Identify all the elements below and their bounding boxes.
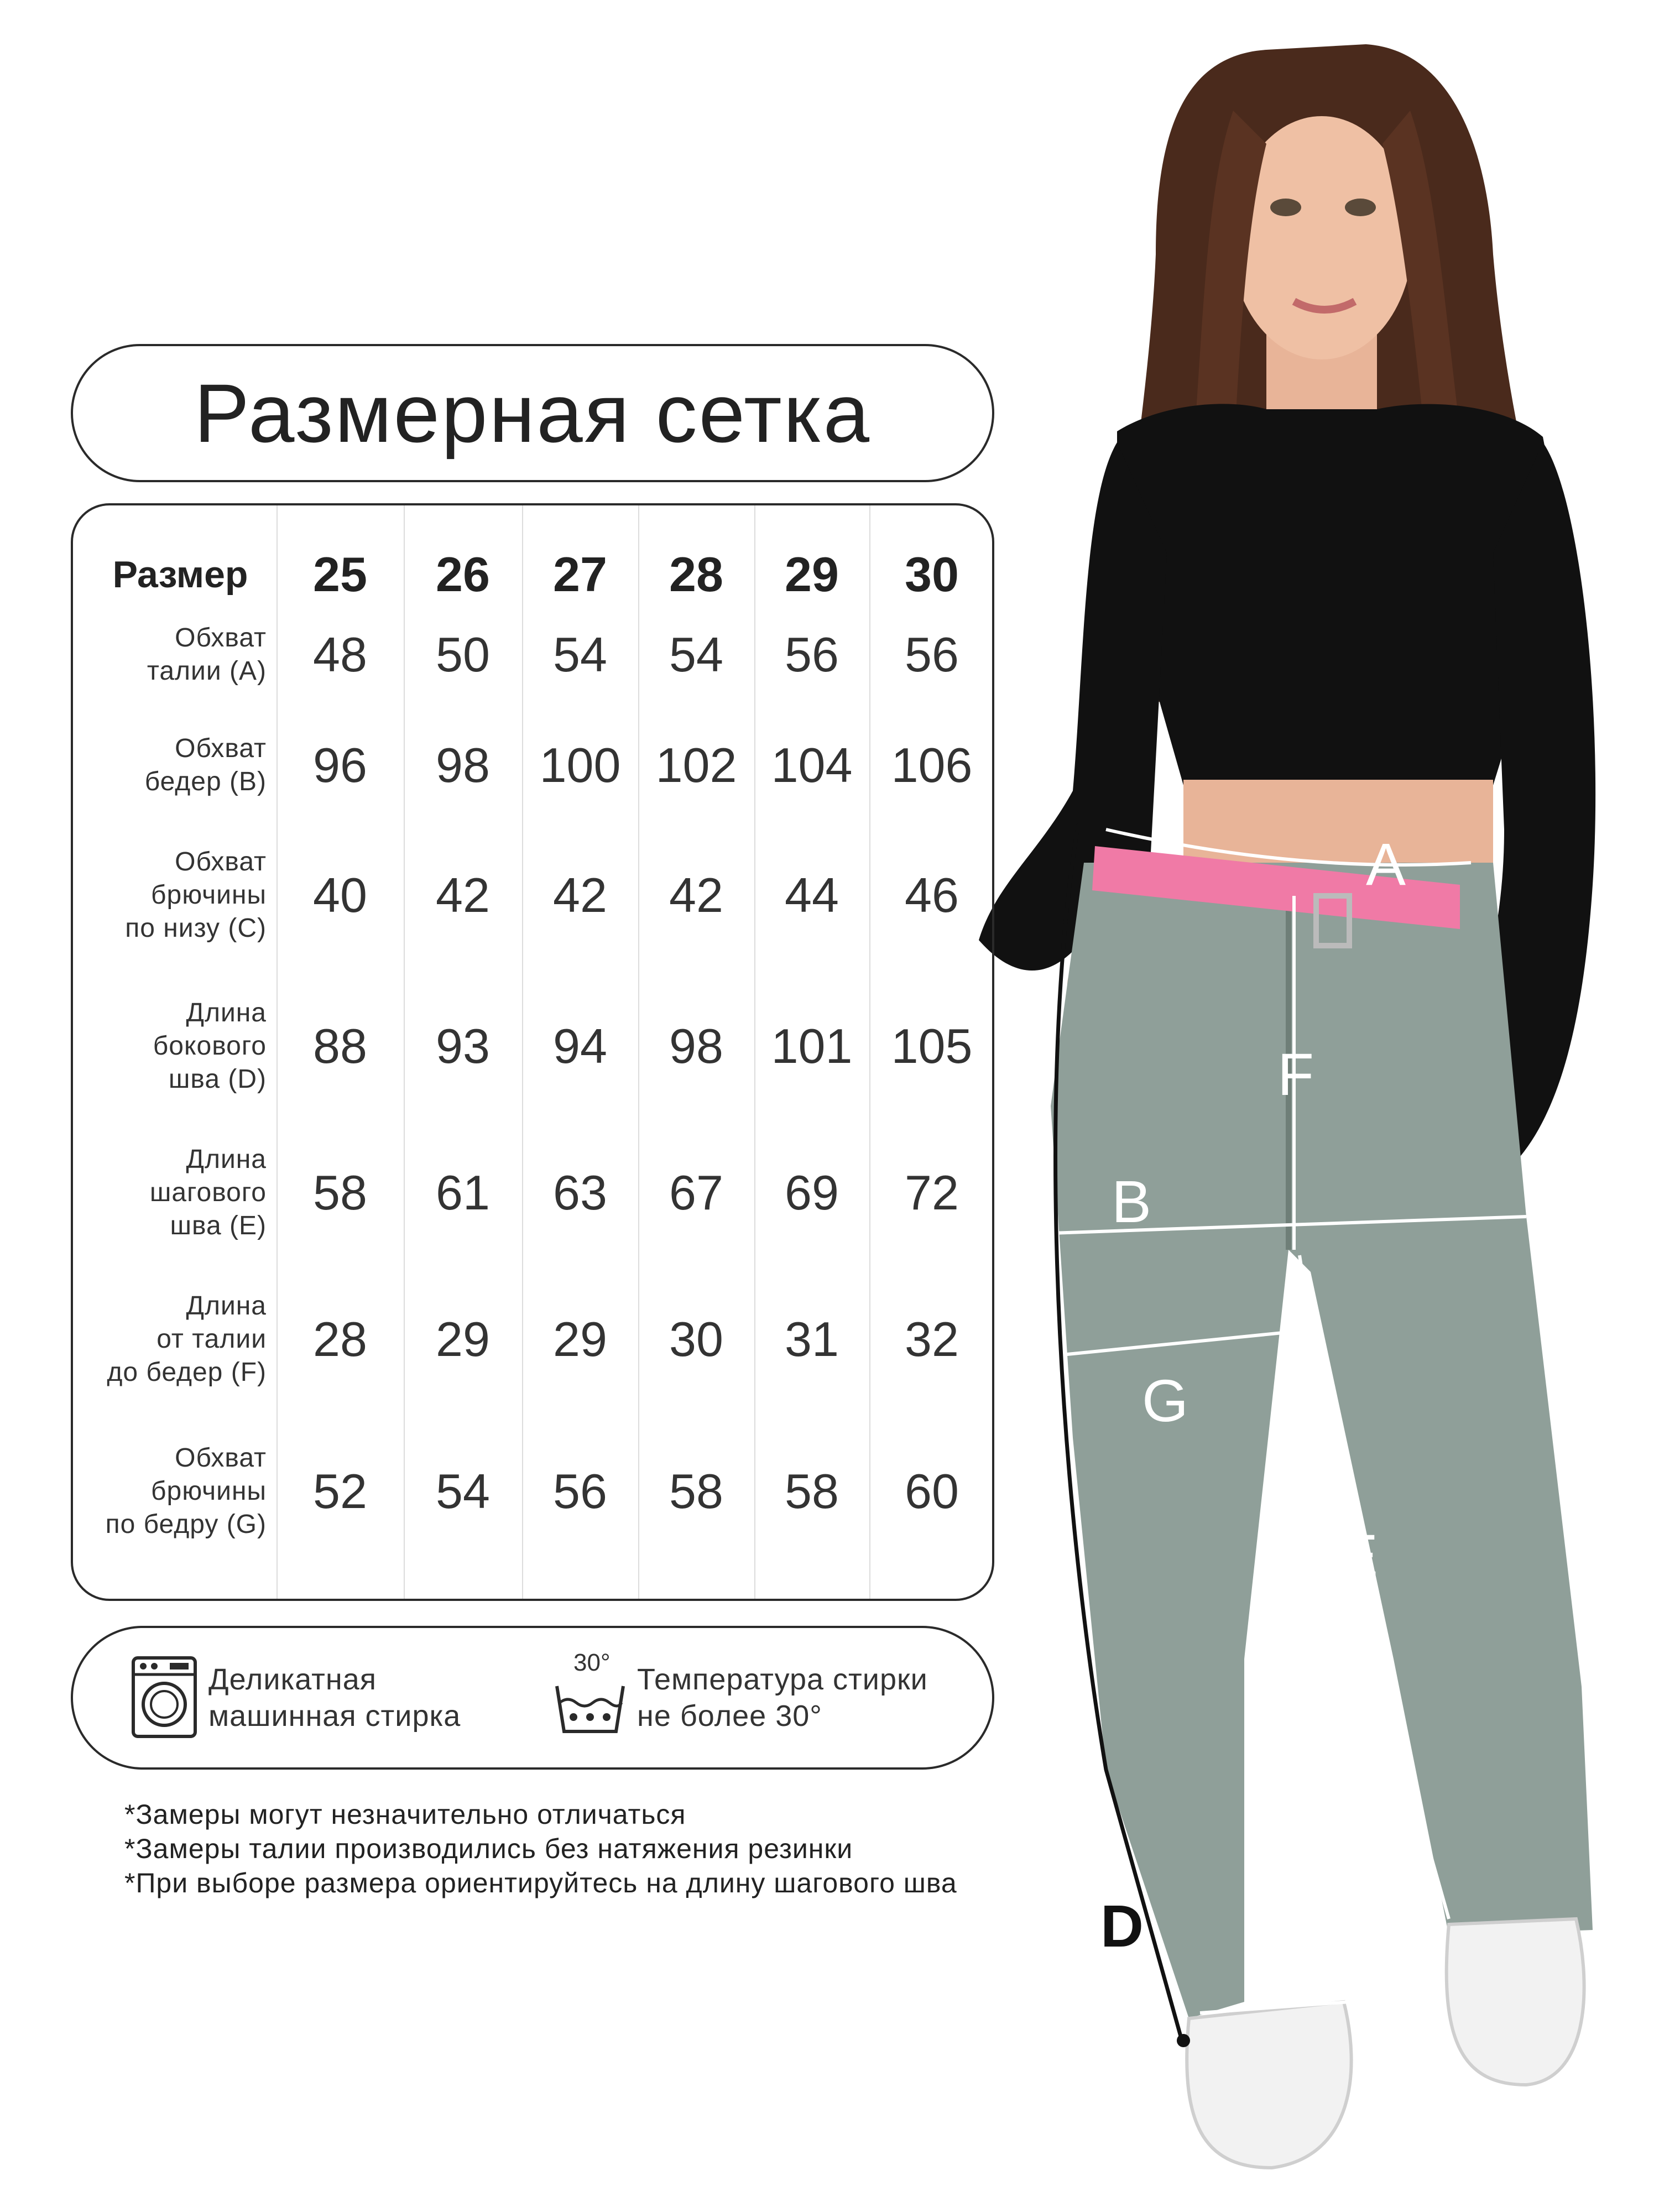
table-cell: 93 <box>436 1019 490 1073</box>
table-cell: 54 <box>553 627 607 682</box>
table-cell: 61 <box>436 1165 490 1220</box>
page-title: Размерная сетка <box>194 366 872 460</box>
table-cell: 29 <box>436 1312 490 1366</box>
label-A: A <box>1366 831 1406 898</box>
table-cell: 29 <box>553 1312 607 1366</box>
header-size: 29 <box>785 547 839 602</box>
table-cell: 100 <box>539 738 621 792</box>
table-cell: 98 <box>436 738 490 792</box>
table-cell: 42 <box>553 868 607 922</box>
footnote: *Замеры талии производились без натяжения резинки <box>124 1833 853 1864</box>
belly <box>1183 780 1493 863</box>
header-size-label: Размер <box>112 554 248 596</box>
table-cell: 63 <box>553 1165 607 1220</box>
table-cell: 42 <box>669 868 723 922</box>
table-cell: 98 <box>669 1019 723 1073</box>
footnote: *При выборе размера ориентируйтесь на длину шагового шва <box>124 1867 957 1898</box>
table-cell: 56 <box>785 627 839 682</box>
shoe-right <box>1447 1919 1584 2085</box>
header-size: 28 <box>669 547 723 602</box>
wash-temperature-badge: 30° <box>573 1649 611 1676</box>
header-size: 26 <box>436 547 490 602</box>
table-cell: 56 <box>905 627 959 682</box>
title-banner <box>71 344 994 482</box>
table-cell: 30 <box>669 1312 723 1366</box>
label-B: B <box>1112 1168 1152 1235</box>
row-label-inseam: Длина шагового шва (E) <box>149 1145 267 1240</box>
table-cell: 28 <box>313 1312 367 1366</box>
table-cell: 102 <box>655 738 737 792</box>
row-label-rise: Длина от талии до бедер (F) <box>107 1291 267 1387</box>
table-cell: 96 <box>313 738 367 792</box>
table-cell: 72 <box>905 1165 959 1220</box>
table-cell: 54 <box>669 627 723 682</box>
row-label-thigh: Обхват брючины по бедру (G) <box>105 1443 267 1539</box>
row-label-leg-opening: Обхват брючины по низу (C) <box>125 847 267 943</box>
row-label-outseam: Длина бокового шва (D) <box>153 998 267 1094</box>
table-cell: 67 <box>669 1165 723 1220</box>
wash-temperature-icon <box>554 1681 626 1736</box>
temperature-instruction: Температура стирки не более 30° <box>637 1663 928 1733</box>
row-label-waist: Обхват талии (A) <box>147 623 267 686</box>
header-size: 25 <box>313 547 367 602</box>
label-E: E <box>1338 1522 1379 1589</box>
table-cell: 58 <box>313 1165 367 1220</box>
header-size: 30 <box>905 547 959 602</box>
table-cell: 52 <box>313 1464 367 1519</box>
header-size: 27 <box>553 547 607 602</box>
table-cell: 44 <box>785 868 839 922</box>
size-table <box>71 503 994 1601</box>
table-cell: 31 <box>785 1312 839 1366</box>
shoe-left <box>1187 2002 1351 2168</box>
row-label-hips: Обхват бедер (B) <box>144 734 267 796</box>
label-C: C <box>1244 1914 1287 1981</box>
table-cell: 54 <box>436 1464 490 1519</box>
wash-instruction: Деликатная машинная стирка <box>208 1663 461 1733</box>
washing-machine-icon <box>131 1656 197 1739</box>
label-D: D <box>1100 1892 1144 1959</box>
care-instructions <box>71 1626 994 1770</box>
table-cell: 60 <box>905 1464 959 1519</box>
table-cell: 101 <box>771 1019 853 1073</box>
table-cell: 46 <box>905 868 959 922</box>
table-cell: 58 <box>785 1464 839 1519</box>
label-G: G <box>1142 1367 1189 1434</box>
table-cell: 104 <box>771 738 853 792</box>
table-cell: 56 <box>553 1464 607 1519</box>
table-cell: 32 <box>905 1312 959 1366</box>
table-cell: 42 <box>436 868 490 922</box>
table-cell: 106 <box>891 738 973 792</box>
table-cell: 48 <box>313 627 367 682</box>
footnote: *Замеры могут незначительно отличаться <box>124 1799 686 1830</box>
table-cell: 50 <box>436 627 490 682</box>
label-F: F <box>1277 1041 1314 1108</box>
table-cell: 40 <box>313 868 367 922</box>
table-cell: 69 <box>785 1165 839 1220</box>
table-cell: 88 <box>313 1019 367 1073</box>
footnotes <box>124 1797 957 1900</box>
table-cell: 58 <box>669 1464 723 1519</box>
table-cell: 105 <box>891 1019 973 1073</box>
table-cell: 94 <box>553 1019 607 1073</box>
